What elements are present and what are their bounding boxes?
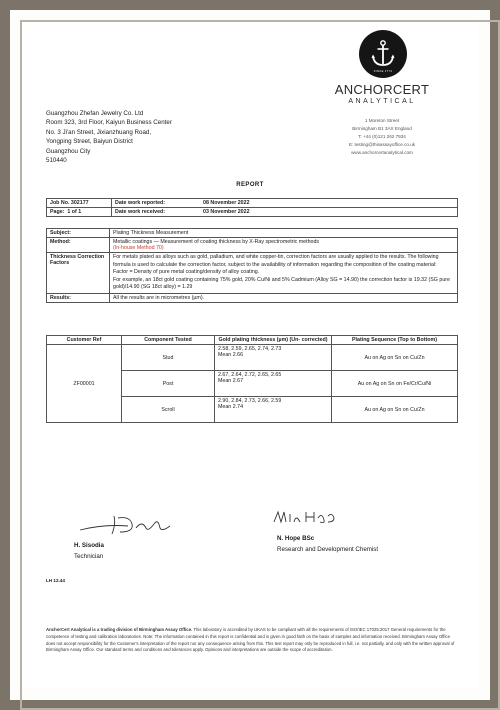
job-no-cell (47, 199, 112, 208)
contact-line: 1 Moreton Street (364, 118, 400, 123)
tcf-formula: Factor = Density of pure metal coating/density of alloy coating. (113, 269, 260, 276)
method-value: Metallic coatings — Measurement of coating thickness by X-Ray spectrometric methods (113, 239, 320, 245)
sequence-cell: Au on Ag on Sn on Cu/Zn (332, 345, 458, 371)
customer-ref-value: ZF00001 (47, 345, 122, 423)
thickness-mean: Mean 2.67 (218, 378, 244, 384)
thickness-correction-cell (110, 253, 458, 294)
method-note: (In-house Method 70) (113, 245, 164, 251)
footer-text: This laboratory is accredited by UKAS to be compliant with all the requirements of ISO/IEC 17025:2017 General requirements for the competence of testing and calibration laboratories. Note: The information contained in this report is confidential and is given in good faith on the basis of samples and information received. Birmingham Assay Office does not accept responsibility for the Customer's interpretation of the report nor any consequence arising from this. This test report may only be reproduced in full, i.e. not partially, and only with the written approval of Birmingham Assay Office. Our standard terms and conditions and tolerances apply. Opinions and interpretations are outside the scope of accreditation. (46, 627, 455, 653)
tcf-example: For example, an 18ct gold coating containing 75% gold, 20% Cu/Ni and 5% Cadmium (Alloy SG = 14.90) the correction factor is 19.32 (SG pure gold)/14.90 (SG 18ct alloy) = 1.29 (113, 276, 450, 291)
page-cell (47, 208, 112, 217)
signatory-name: H. Sisodia (74, 542, 104, 549)
date-reported-label: Date work reported: (112, 199, 201, 208)
method-cell (110, 238, 458, 253)
job-no-label: Job No. (50, 200, 70, 206)
contact-website: www.anchorcertanalytical.com (351, 150, 413, 155)
header-sequence: Plating Sequence (Top to Bottom) (332, 336, 458, 345)
address-line: Guangzhou Zhefan Jewelry Co. Ltd (46, 110, 144, 117)
thickness-values: 2.58, 2.59, 2.65, 2.74, 2.73 (218, 346, 282, 352)
address-line: Guangzhou City (46, 147, 91, 155)
component-cell: Scroll (122, 397, 215, 423)
thickness-cell (215, 371, 332, 397)
lab-contact (322, 117, 442, 157)
signatory-role: Technician (74, 553, 104, 560)
component-cell: Post (122, 371, 215, 397)
component-cell: Stud (122, 345, 215, 371)
brand-wordmark: ANCHORCERT (334, 82, 430, 97)
subject-value: Plating Thickness Measurement (110, 229, 458, 238)
address-line: No. 3 Ji'an Street, Jixianzhuang Road, (46, 128, 152, 136)
footer-bold: AnchorCert Analytical is a trading division of Birmingham Assay Office. (46, 627, 193, 632)
results-label: Results: (47, 293, 110, 302)
results-table (46, 335, 458, 423)
date-received-label: Date work received: (112, 208, 201, 217)
thickness-cell (215, 397, 332, 423)
header-customer-ref: Customer Ref (47, 336, 122, 345)
document-reference: LH 12.44 (46, 578, 65, 583)
thickness-mean: Mean 2.74 (218, 404, 244, 410)
page-value: 1 of 1 (67, 209, 82, 215)
sequence-cell: Au on Ag on Sn on Cu/Zn (332, 397, 458, 423)
results-value: All the results are in micrometres (µm). (110, 293, 458, 302)
header-thickness: Gold plating thickness (µm) (Un- corrected) (215, 336, 332, 345)
page-label: Page: (50, 209, 65, 215)
thickness-values: 2.67, 2.64, 2.72, 2.65, 2.65 (218, 372, 282, 378)
contact-phone: T: +44 (0)121 262 7934 (358, 134, 406, 139)
signatory-role: Research and Development Chemist (277, 546, 379, 553)
tcf-paragraph: For metals plated as alloys such as gold, palladium, and white copper-tin, correction factors are usually applied to the results. The following formula is used to calculate the correction factor, subject to the availability of information regarding the composition of the coating material: (113, 254, 439, 268)
date-reported-value: 08 November 2022 (200, 199, 458, 208)
details-table (46, 228, 458, 303)
thickness-mean: Mean 2.66 (218, 352, 244, 358)
brand-subtitle: ANALYTICAL (348, 98, 416, 105)
contact-line: Birmingham B1 3AX England (352, 126, 412, 131)
contact-email: E: testing@thisassayoffice.co.uk (348, 142, 416, 147)
report-title: REPORT (236, 182, 264, 188)
sequence-cell: Au on Ag on Sn on Fe/Cr/Cu/Ni (332, 371, 458, 397)
thickness-correction-label: Thickness Correction Factors (47, 253, 110, 294)
logo-badge-text: SINCE 1773 (373, 70, 393, 73)
thickness-cell (215, 345, 332, 371)
address-line: Room 323, 3rd Floor, Kaiyun Business Center (46, 119, 172, 127)
method-label: Method: (47, 238, 110, 253)
subject-label: Subject: (47, 229, 110, 238)
job-info-table (46, 198, 458, 217)
job-no-value: 302177 (70, 200, 89, 206)
footer-disclaimer (46, 627, 458, 654)
header-component: Component Tested (122, 336, 215, 345)
address-line: Yongping Street, Baiyun District (46, 138, 133, 146)
customer-address (46, 109, 172, 165)
thickness-values: 2.90, 2.84, 2.73, 2.66, 2.59 (218, 398, 282, 404)
anchor-icon (370, 39, 396, 69)
address-line: 510440 (46, 157, 67, 165)
signatory-name: N. Hope BSc (277, 535, 315, 542)
report-page (22, 22, 478, 688)
technician-signature (74, 510, 184, 538)
chemist-signature (270, 508, 340, 530)
date-received-value: 03 November 2022 (200, 208, 458, 217)
